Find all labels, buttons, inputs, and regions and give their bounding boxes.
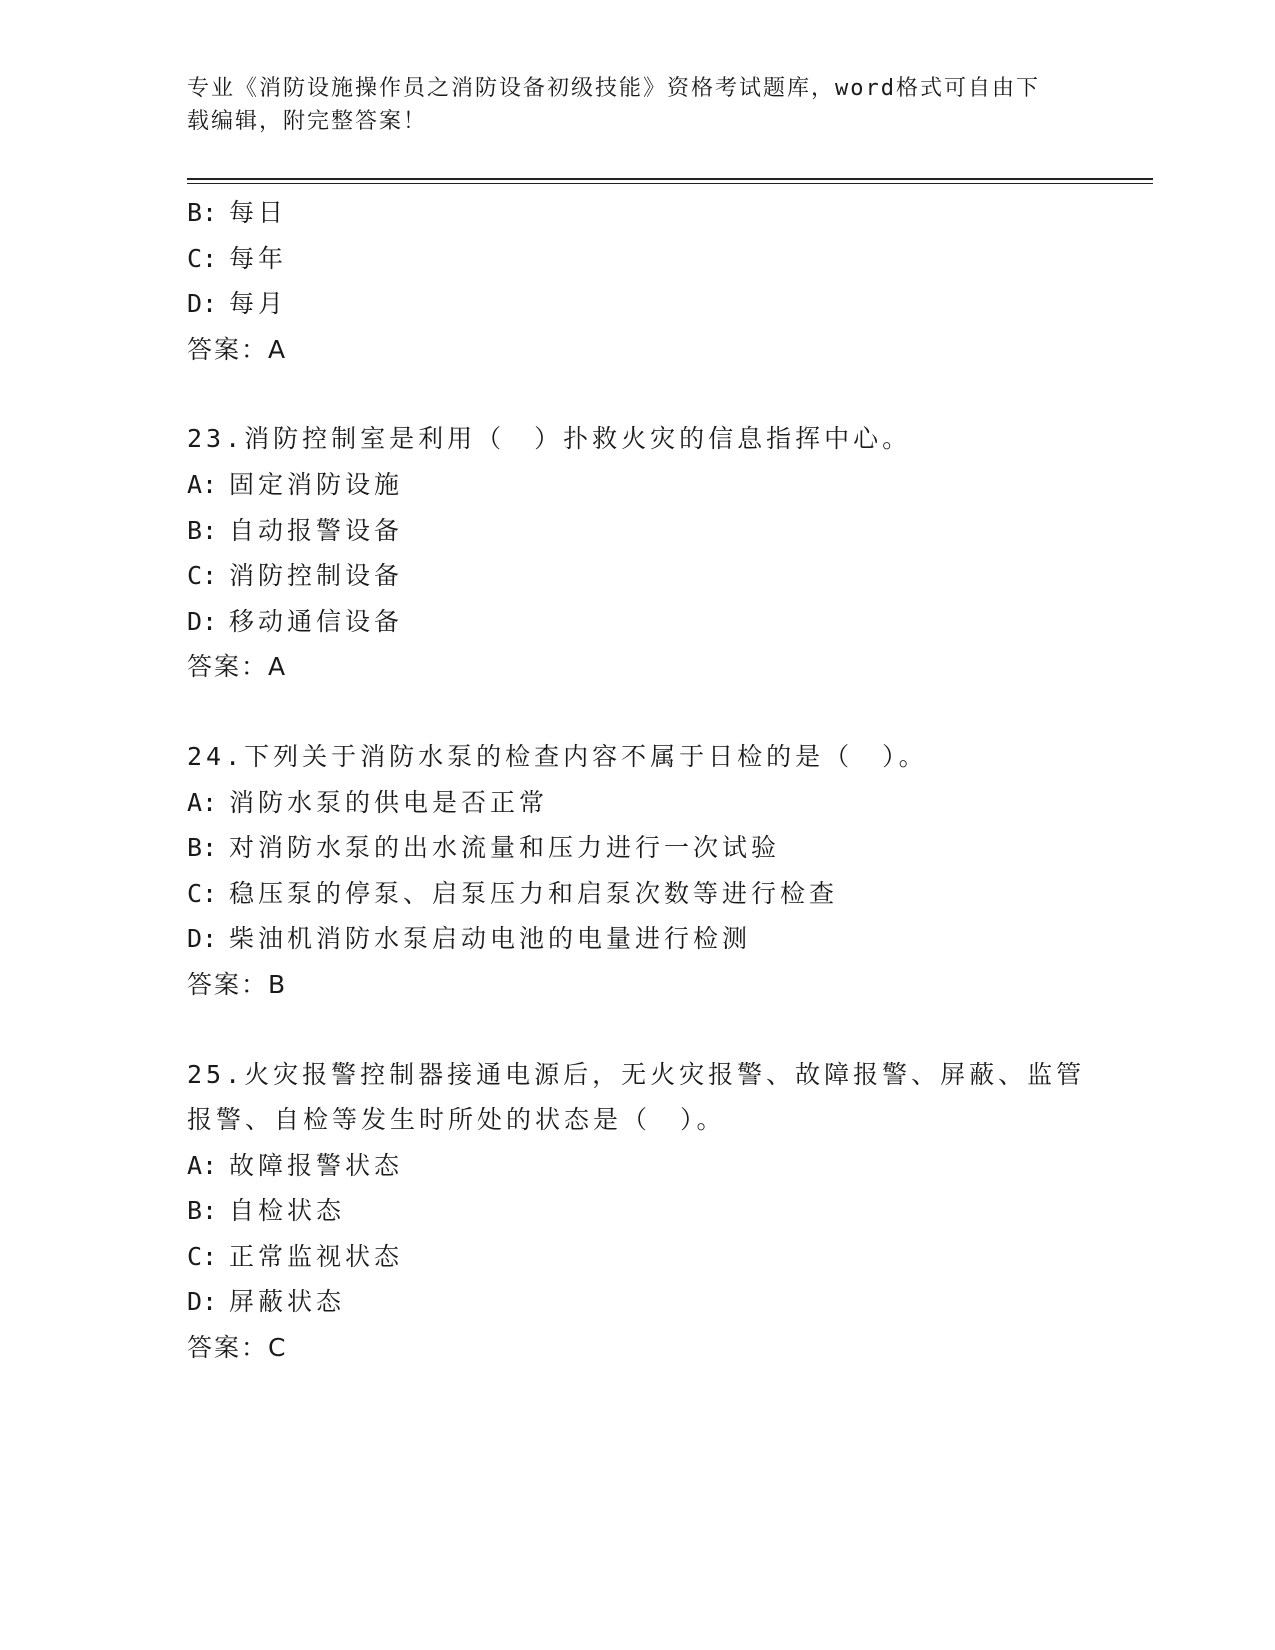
question-stem-line-1: 25.火灾报警控制器接通电源后，无火灾报警、故障报警、屏蔽、监管 [187,1059,1086,1089]
header-divider-thick [187,178,1153,180]
question-list [187,190,1087,1371]
option-letter: C: [187,561,218,591]
answer-line: 答案：A [187,334,288,364]
option-letter: A: [187,469,218,499]
document-header [187,72,1067,138]
option-text: 每日 [229,198,288,227]
option-c [187,553,1087,599]
option-letter: D: [187,1287,218,1317]
option-text: 自动报警设备 [229,515,404,545]
option-letter: D: [187,289,218,319]
option-text: 移动通信设备 [229,606,404,636]
option-a [187,1143,1087,1189]
option-letter: C: [187,1241,218,1271]
option-text: 故障报警状态 [229,1150,404,1180]
option-text: 消防控制设备 [229,561,404,591]
option-letter: B: [187,1196,218,1226]
option-letter: A: [187,1150,218,1180]
option-b [187,825,1087,871]
option-c [187,871,1087,917]
option-b [187,1188,1087,1234]
option-a [187,462,1087,508]
option-b [187,190,1087,236]
option-text: 稳压泵的停泵、启泵压力和启泵次数等进行检查 [229,878,839,908]
option-letter: B: [187,198,218,227]
option-letter: B: [187,515,218,545]
option-letter: B: [187,833,218,863]
answer-line: 答案：C [187,1333,288,1363]
header-line-2: 载编辑，附完整答案！ [187,109,428,134]
option-letter: C: [187,878,218,908]
option-text: 固定消防设施 [229,469,404,499]
option-a [187,780,1087,826]
option-letter: D: [187,606,218,636]
option-text: 每年 [229,243,288,273]
question-23 [187,416,1087,690]
option-c [187,1234,1087,1280]
header-line-1: 专业《消防设施操作员之消防设备初级技能》资格考试题库，word格式可自由下 [187,76,1040,101]
question-stem: 24.下列关于消防水泵的检查内容不属于日检的是（ ）。 [187,741,928,771]
option-d [187,599,1087,645]
option-text: 每月 [229,289,288,319]
question-24 [187,734,1087,1008]
answer-line: 答案：A [187,652,288,682]
option-d [187,281,1087,327]
option-d [187,916,1087,962]
header-divider-thin [187,183,1153,184]
option-text: 屏蔽状态 [229,1287,346,1317]
question-stem: 23.消防控制室是利用（ ）扑救火灾的信息指挥中心。 [187,424,912,454]
option-letter: A: [187,787,218,817]
question-stem-line-2: 报警、自检等发生时所处的状态是（ ）。 [187,1105,726,1135]
option-text: 自检状态 [229,1196,346,1226]
option-letter: C: [187,243,218,273]
question-25 [187,1052,1087,1371]
answer-line: 答案：B [187,969,288,999]
option-text: 对消防水泵的出水流量和压力进行一次试验 [229,833,781,863]
option-c [187,236,1087,282]
option-b [187,508,1087,554]
question-continued [187,190,1087,372]
option-letter: D: [187,924,218,954]
option-text: 消防水泵的供电是否正常 [229,787,549,817]
option-d [187,1279,1087,1325]
option-text: 正常监视状态 [229,1241,404,1271]
option-text: 柴油机消防水泵启动电池的电量进行检测 [229,924,752,954]
